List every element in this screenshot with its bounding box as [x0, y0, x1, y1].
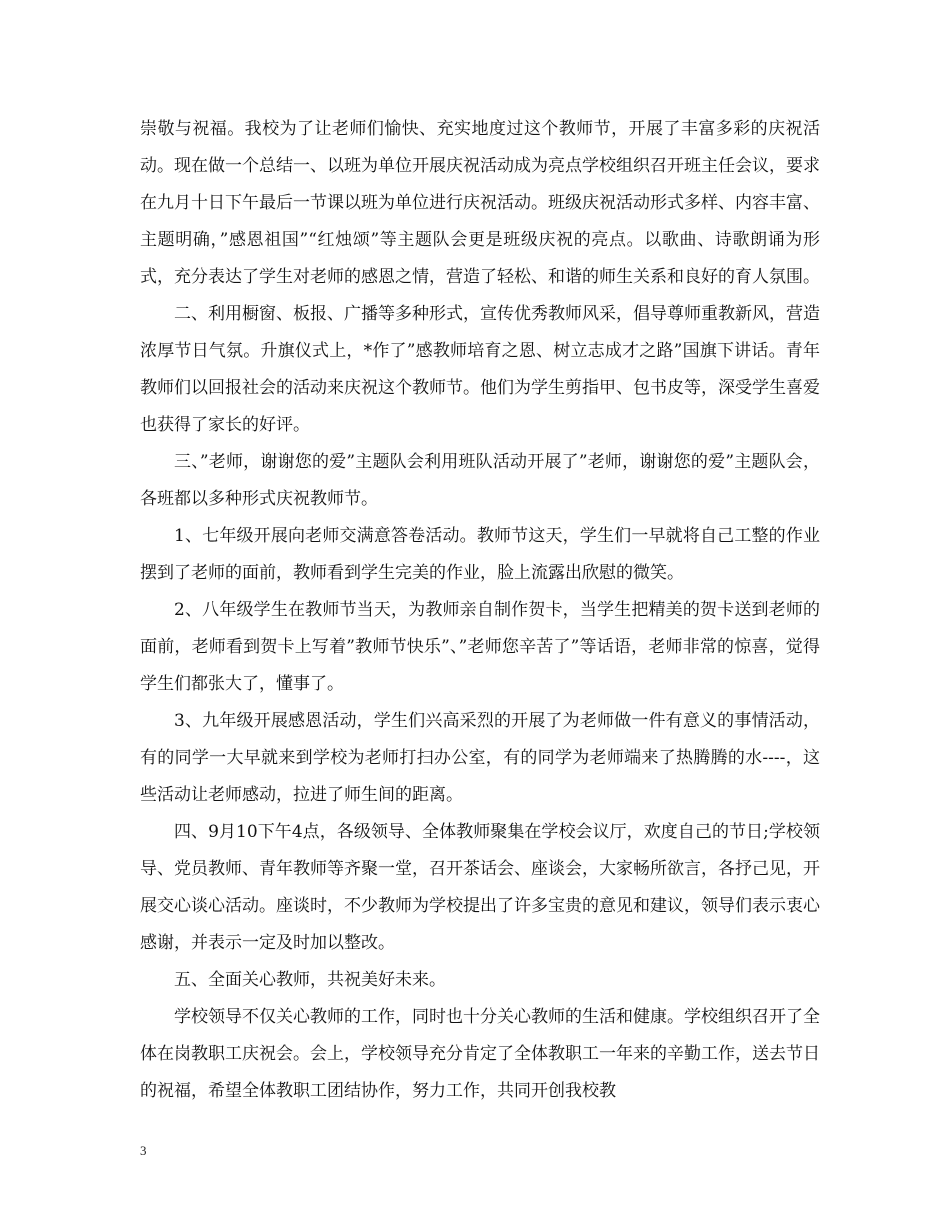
- paragraph: 三、”老师，谢谢您的爱”主题队会利用班队活动开展了”老师，谢谢您的爱”主题队会，各班都以多种形式庆祝教师节。: [140, 452, 820, 509]
- paragraph: 四、9月10下午4点，各级领导、全体教师聚集在学校会议厅，欢度自己的节日;学校领导、党员教师、青年教师等齐聚一堂，召开茶话会、座谈会，大家畅所欲言，各抒己见，开展交心谈心活动。座谈时，不少教师为学校提出了许多宝贵的意见和建议，领导们表示衷心感谢，并表示一定及时加以整改。: [140, 822, 820, 953]
- paragraph: 1、七年级开展向老师交满意答卷活动。教师节这天，学生们一早就将自己工整的作业摆到了老师的面前，教师看到学生完美的作业，脸上流露出欣慰的微笑。: [140, 526, 820, 583]
- document-body: [140, 111, 820, 1110]
- paragraph: 2、八年级学生在教师节当天，为教师亲自制作贺卡，当学生把精美的贺卡送到老师的面前，老师看到贺卡上写着”教师节快乐”、”老师您辛苦了”等话语，老师非常的惊喜，觉得学生们都张大了，懂事了。: [140, 600, 820, 694]
- paragraph: 学校领导不仅关心教师的工作，同时也十分关心教师的生活和健康。学校组织召开了全体在岗教职工庆祝会。会上，学校领导充分肯定了全体教职工一年来的辛勤工作，送去节日的祝福，希望全体教职工团结协作，努力工作，共同开创我校教: [140, 1007, 820, 1101]
- paragraph: 五、全面关心教师，共祝美好未来。: [174, 970, 446, 990]
- paragraph: 3、九年级开展感恩活动，学生们兴高采烈的开展了为老师做一件有意义的事情活动，有的同学一大早就来到学校为老师打扫办公室，有的同学为老师端来了热腾腾的水----，这些活动让老师感动，拉进了师生间的距离。: [140, 711, 820, 805]
- paragraph: 崇敬与祝福。我校为了让老师们愉快、充实地度过这个教师节，开展了丰富多彩的庆祝活动。现在做一个总结一、以班为单位开展庆祝活动成为亮点学校组织召开班主任会议，要求在九月十日下午最后一节课以班为单位进行庆祝活动。班级庆祝活动形式多样、内容丰富、主题明确，”感恩祖国”“红烛颂”等主题队会更是班级庆祝的亮点。以歌曲、诗歌朗诵为形式，充分表达了学生对老师的感恩之情，营造了轻松、和谐的师生关系和良好的育人氛围。: [140, 119, 820, 287]
- paragraph: 二、利用橱窗、板报、广播等多种形式，宣传优秀教师风采，倡导尊师重教新风，营造浓厚节日气氛。升旗仪式上，*作了”感教师培育之恩、树立志成才之路”国旗下讲话。青年教师们以回报社会的活动来庆祝这个教师节。他们为学生剪指甲、包书皮等，深受学生喜爱也获得了家长的好评。: [140, 304, 820, 435]
- page-number: 3: [140, 1143, 147, 1158]
